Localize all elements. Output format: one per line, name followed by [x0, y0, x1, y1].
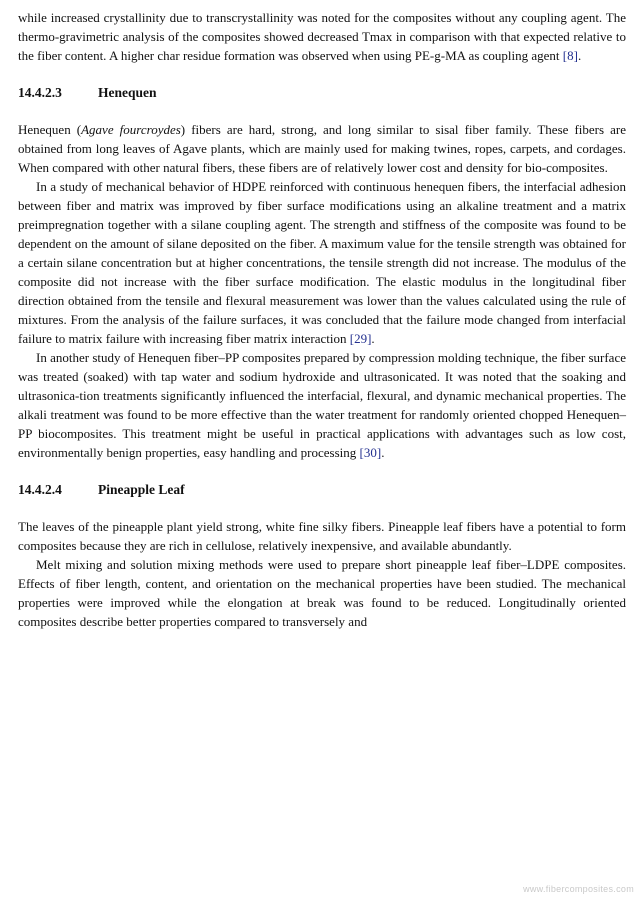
citation-link[interactable]: [29]: [349, 331, 372, 346]
paragraph-henequen-pp-study: [18, 348, 626, 462]
section-title: Pineapple Leaf: [98, 482, 185, 497]
paragraph-text-end: .: [577, 48, 582, 63]
paragraph-text: while increased crystallinity due to transcrystallinity was noted for the composites without any coupling agent. The thermo-gravimetric analysis of the composites showed decreased Tmax in comparison with that expected relative to the fiber content. A higher char residue formation was observed when using PE-g-MA as coupling agent: [18, 10, 626, 63]
section-title: Henequen: [98, 85, 157, 100]
paragraph-text-end: .: [371, 331, 375, 346]
paragraph-pineapple-ldpe-study: Melt mixing and solution mixing methods were used to prepare short pineapple leaf fiber–LDPE composites. Effects of fiber length, content, and orientation on the mechanical properties have been studied. The mechanical properties were improved while the elongation at break was found to be reduced. Longitudinally oriented composites describe better properties compared to transversely and: [18, 557, 626, 629]
paragraph-henequen-hdpe-study: [18, 177, 626, 348]
section-number: 14.4.2.3: [18, 85, 62, 100]
document-page: [18, 8, 626, 631]
site-watermark: www.fibercomposites.com: [523, 884, 634, 894]
section-heading-pineapple: [18, 480, 626, 499]
paragraph-text-end: .: [381, 445, 385, 460]
paragraph-henequen-intro: [18, 120, 626, 177]
paragraph-text: In another study of Henequen fiber–PP composites prepared by compression molding technique, the fiber surface was treated (soaked) with tap water and sodium hydroxide and ultrasonicated. It was noted that the soaking and ultrasonica-tion treatments significantly influenced the interfacial, flexural, and dynamic mechanical properties. The alkali treatment was found to be more effective than the water treatment for randomly oriented chopped Henequen–PP biocomposites. This treatment might be useful in practical applications with advantages such as low cost, environmentally benign properties, easy handling and processing: [18, 350, 626, 460]
citation-link[interactable]: [8]: [562, 48, 578, 63]
section-number: 14.4.2.4: [18, 482, 62, 497]
paragraph-text-rest: ) fibers are hard, strong, and long similar to sisal fiber family. These fibers are obtained from long leaves of Agave plants, which are mainly used for making twines, ropes, carpets, and cordages. When compared with other natural fibers, these fibers are of relatively lower cost and density for bio-composites.: [18, 122, 627, 175]
paragraph-pineapple-intro: The leaves of the pineapple plant yield strong, white fine silky fibers. Pineapple leaf fibers have a potential to form composites because they are rich in cellulose, relatively inexpensive, and available abundantly.: [18, 519, 626, 553]
paragraph-text: In a study of mechanical behavior of HDPE reinforced with continuous henequen fibers, the interfacial adhesion between fiber and matrix was improved by fiber surface modifications using an alkaline treatment and a matrix preimpregnation together with a silane coupling agent. The strength and stiffness of the composite was found to be dependent on the amount of silane deposited on the fiber. A maximum value for the tensile strength was obtained for a certain silane concentration but at higher concentrations, the tensile strength did not increase. The modulus of the composite did not increase with the fiber surface modification. The elastic modulus in the longitudinal fiber direction obtained from the tensile and flexural measurement was lower than the values calculated using the rule of mixtures. From the analysis of the failure surfaces, it was concluded that the failure mode changed from interfacial failure to matrix failure with increasing fiber matrix interaction: [18, 179, 626, 346]
section-heading-henequen: [18, 83, 626, 102]
paragraph-text: Henequen (: [18, 122, 82, 137]
paragraph-crystallinity: [18, 8, 626, 65]
species-name: Agave fourcroydes: [81, 122, 181, 137]
citation-link[interactable]: [30]: [359, 445, 382, 460]
